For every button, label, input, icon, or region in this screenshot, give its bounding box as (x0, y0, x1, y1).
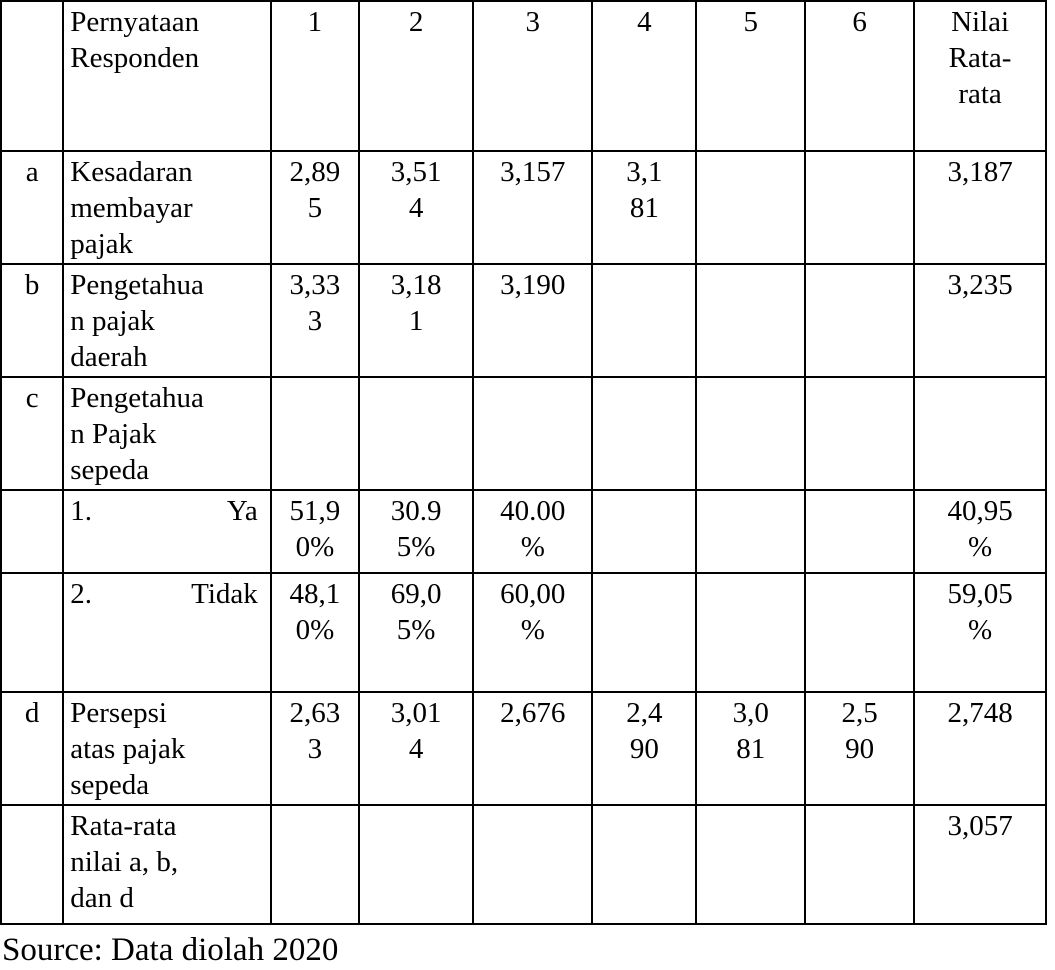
row-label (63, 377, 271, 490)
cell-col-6 (805, 151, 914, 264)
table-row (1, 490, 1046, 573)
cell-line: 81 (629, 192, 659, 224)
option-number: 2. (70, 578, 92, 610)
cell-col-6 (805, 264, 914, 377)
cell-col-3: 2,676 (473, 692, 592, 805)
cell-line: 69,0 (390, 578, 442, 610)
cell-line: % (520, 614, 545, 646)
row-label (63, 264, 271, 377)
cell-col-5 (696, 490, 805, 573)
cell-line: 2,89 (289, 156, 341, 188)
row-label (63, 692, 271, 805)
cell-line: 40.00 (500, 495, 566, 527)
header-statement-line: Pernyataan (70, 6, 200, 38)
cell-avg: 3,057 (914, 805, 1046, 924)
header-col-5: 5 (696, 1, 805, 151)
cell-col-2 (359, 805, 473, 924)
row-label-line: n Pajak (70, 418, 157, 450)
cell-line: 48,1 (289, 578, 341, 610)
cell-col-5 (696, 692, 805, 805)
cell-col-5 (696, 151, 805, 264)
cell-col-4 (592, 573, 696, 692)
cell-line: 2,63 (289, 697, 341, 729)
cell-line: 3 (307, 733, 323, 765)
cell-avg (914, 490, 1046, 573)
option-label: Ya (226, 495, 258, 527)
row-label-line: Pengetahua (70, 269, 204, 301)
header-avg-line: rata (958, 78, 1002, 110)
cell-line: 90 (629, 733, 659, 765)
cell-line: 51,9 (289, 495, 341, 527)
table-row (1, 377, 1046, 490)
cell-col-3 (473, 805, 592, 924)
table-row (1, 805, 1046, 924)
row-label (63, 805, 271, 924)
cell-line: 59,05 (947, 578, 1013, 610)
cell-col-3 (473, 377, 592, 490)
header-col-3: 3 (473, 1, 592, 151)
row-code: d (1, 692, 63, 805)
cell-line: 60,00 (500, 578, 566, 610)
cell-col-1 (271, 573, 359, 692)
cell-line: % (967, 614, 993, 646)
cell-line: 1 (408, 305, 424, 337)
cell-line: % (520, 531, 545, 563)
row-label (63, 151, 271, 264)
option-label: Tidak (191, 578, 258, 610)
cell-line: 3,18 (390, 269, 442, 301)
header-avg-line: Nilai (951, 6, 1010, 38)
cell-col-4 (592, 490, 696, 573)
cell-line: 81 (736, 733, 766, 765)
table-row (1, 264, 1046, 377)
cell-col-2 (359, 377, 473, 490)
row-label (63, 573, 271, 692)
cell-col-6 (805, 490, 914, 573)
cell-col-2 (359, 490, 473, 573)
cell-col-1 (271, 264, 359, 377)
cell-col-1 (271, 377, 359, 490)
cell-line: 3,33 (289, 269, 341, 301)
table-row (1, 573, 1046, 692)
row-label-line: dan d (70, 882, 134, 914)
cell-line: 3 (307, 305, 323, 337)
cell-line: 2,4 (626, 697, 663, 729)
header-col-6: 6 (805, 1, 914, 151)
cell-col-4 (592, 264, 696, 377)
cell-col-2 (359, 264, 473, 377)
cell-line: 5% (396, 531, 436, 563)
cell-col-5 (696, 377, 805, 490)
cell-col-4 (592, 805, 696, 924)
header-statement-line: Responden (70, 42, 200, 74)
cell-line: 30.9 (390, 495, 442, 527)
cell-line: 2,5 (841, 697, 878, 729)
cell-line: 5% (396, 614, 436, 646)
cell-col-3 (473, 573, 592, 692)
row-code (1, 573, 63, 692)
cell-avg: 3,187 (914, 151, 1046, 264)
header-col-2: 2 (359, 1, 473, 151)
cell-line: 0% (295, 614, 335, 646)
header-avg-line: Rata- (948, 42, 1012, 74)
cell-col-3 (473, 490, 592, 573)
cell-col-1 (271, 490, 359, 573)
cell-col-2 (359, 692, 473, 805)
header-blank-cell (1, 1, 63, 151)
cell-col-6 (805, 692, 914, 805)
cell-avg: 3,235 (914, 264, 1046, 377)
cell-col-4 (592, 151, 696, 264)
row-label (63, 490, 271, 573)
cell-avg: 2,748 (914, 692, 1046, 805)
row-label-line: sepeda (70, 454, 150, 486)
cell-line: 4 (408, 192, 424, 224)
cell-avg (914, 377, 1046, 490)
table-row (1, 692, 1046, 805)
row-code (1, 805, 63, 924)
cell-col-5 (696, 264, 805, 377)
header-col-1: 1 (271, 1, 359, 151)
cell-col-2 (359, 151, 473, 264)
row-label-line: Persepsi (70, 697, 167, 729)
header-statement (63, 1, 271, 151)
cell-col-4 (592, 692, 696, 805)
cell-col-6 (805, 805, 914, 924)
cell-col-3: 3,190 (473, 264, 592, 377)
cell-col-5 (696, 805, 805, 924)
cell-col-1 (271, 805, 359, 924)
row-label-line: daerah (70, 341, 148, 373)
cell-col-1 (271, 151, 359, 264)
row-label-line: sepeda (70, 769, 150, 801)
table-row (1, 151, 1046, 264)
cell-line: 3,0 (732, 697, 769, 729)
header-avg (914, 1, 1046, 151)
cell-col-3: 3,157 (473, 151, 592, 264)
row-label-line: atas pajak (70, 733, 186, 765)
row-code (1, 490, 63, 573)
cell-line: 5 (307, 192, 323, 224)
cell-col-6 (805, 377, 914, 490)
cell-line: 3,51 (390, 156, 442, 188)
row-label-line: pajak (70, 228, 134, 260)
cell-col-5 (696, 573, 805, 692)
cell-line: 3,1 (626, 156, 663, 188)
row-label-line: membayar (70, 192, 193, 224)
cell-col-4 (592, 377, 696, 490)
row-label-line: Kesadaran (70, 156, 193, 188)
cell-line: 4 (408, 733, 424, 765)
cell-line: 40,95 (947, 495, 1013, 527)
row-label-line: n pajak (70, 305, 155, 337)
cell-col-1 (271, 692, 359, 805)
row-label-line: nilai a, b, (70, 846, 179, 878)
row-code: b (1, 264, 63, 377)
header-row (1, 1, 1046, 151)
header-col-4: 4 (592, 1, 696, 151)
row-label-line: Rata-rata (70, 810, 177, 842)
cell-line: % (967, 531, 993, 563)
row-code: c (1, 377, 63, 490)
cell-line: 90 (845, 733, 875, 765)
cell-line: 3,01 (390, 697, 442, 729)
cell-col-2 (359, 573, 473, 692)
option-number: 1. (70, 495, 92, 527)
row-label-line: Pengetahua (70, 382, 204, 414)
cell-line: 0% (295, 531, 335, 563)
cell-avg (914, 573, 1046, 692)
cell-col-6 (805, 573, 914, 692)
row-code: a (1, 151, 63, 264)
source-caption: Source: Data diolah 2020 (2, 932, 339, 968)
